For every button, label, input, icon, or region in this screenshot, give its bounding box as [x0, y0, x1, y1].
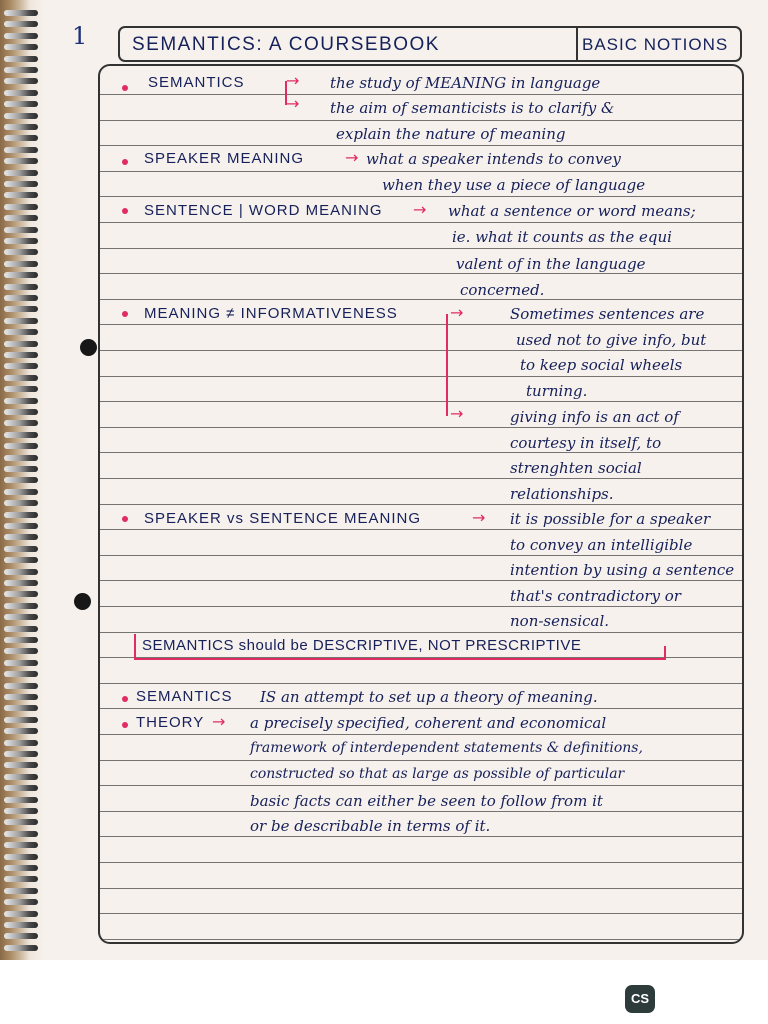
- definition-text: used not to give info, but: [516, 331, 707, 349]
- definition-text: the study of MEANING in language: [330, 74, 601, 92]
- punch-hole: [74, 593, 91, 610]
- spiral-coil: [4, 181, 38, 187]
- arrow-icon: →: [286, 71, 300, 90]
- ruled-line: [100, 452, 742, 453]
- definition-text: or be describable in terms of it.: [250, 817, 491, 835]
- ruled-line: [100, 196, 742, 197]
- bullet: [122, 696, 128, 702]
- spiral-coil: [4, 341, 38, 347]
- ruled-line: [100, 760, 742, 761]
- note-frame-left: [134, 634, 136, 660]
- entry-term: SEMANTICS: [148, 74, 245, 91]
- bullet: [122, 208, 128, 214]
- entry-term: SPEAKER MEANING: [144, 150, 305, 167]
- spiral-coil: [4, 272, 38, 278]
- arrow-icon: →: [212, 712, 226, 731]
- definition-text: to keep social wheels: [520, 356, 683, 374]
- spiral-coil: [4, 489, 38, 495]
- spiral-coil: [4, 306, 38, 312]
- ruled-line: [100, 862, 742, 863]
- spiral-coil: [4, 557, 38, 563]
- note-underline: [134, 658, 666, 660]
- spiral-coil: [4, 101, 38, 107]
- punch-hole: [80, 339, 97, 356]
- spiral-coil: [4, 455, 38, 461]
- descriptive-note: SEMANTICS should be DESCRIPTIVE, NOT PRESCRIPTIVE: [142, 637, 582, 654]
- spiral-coil: [4, 56, 38, 62]
- spiral-coil: [4, 192, 38, 198]
- camscanner-logo: CS: [625, 985, 655, 1013]
- spiral-coil: [4, 135, 38, 141]
- ruled-line: [100, 324, 742, 325]
- ruled-line: [100, 580, 742, 581]
- spiral-coil: [4, 933, 38, 939]
- spiral-coil: [4, 591, 38, 597]
- spiral-coil: [4, 204, 38, 210]
- ruled-line: [100, 478, 742, 479]
- entry-term: MEANING ≠ INFORMATIVENESS: [144, 305, 398, 322]
- spiral-coil: [4, 614, 38, 620]
- definition-text: to convey an intelligible: [510, 536, 693, 554]
- arrow-icon: →: [450, 303, 464, 322]
- definition-text: intention by using a sentence: [510, 561, 735, 579]
- ruled-line: [100, 811, 742, 812]
- ruled-line: [100, 273, 742, 274]
- entry-term: SPEAKER vs SENTENCE MEANING: [144, 510, 422, 527]
- spiral-coil: [4, 523, 38, 529]
- spiral-coil: [4, 717, 38, 723]
- spiral-coil: [4, 762, 38, 768]
- spiral-coil: [4, 249, 38, 255]
- spiral-coil: [4, 569, 38, 575]
- ruled-line: [100, 606, 742, 607]
- spiral-coil: [4, 705, 38, 711]
- ruled-line: [100, 222, 742, 223]
- ruled-line: [100, 401, 742, 402]
- header-divider: [576, 28, 578, 60]
- spiral-coil: [4, 352, 38, 358]
- spiral-coil: [4, 728, 38, 734]
- spiral-coil: [4, 546, 38, 552]
- ruled-line: [100, 504, 742, 505]
- bullet: [122, 516, 128, 522]
- arrow-icon: →: [450, 404, 464, 423]
- entry-term: SENTENCE | WORD MEANING: [144, 202, 383, 219]
- definition-text: strenghten social: [510, 459, 642, 477]
- spiral-coil: [4, 911, 38, 917]
- entry-term: THEORY: [136, 714, 205, 731]
- definition-text: that's contradictory or: [510, 587, 681, 605]
- definition-text: relationships.: [510, 485, 614, 503]
- bullet: [122, 722, 128, 728]
- spiral-coil: [4, 637, 38, 643]
- spiral-coil: [4, 67, 38, 73]
- spiral-coil: [4, 420, 38, 426]
- spiral-coil: [4, 261, 38, 267]
- spiral-coil: [4, 671, 38, 677]
- definition-text: when they use a piece of language: [382, 176, 646, 194]
- spiral-coil: [4, 648, 38, 654]
- ruled-line: [100, 120, 742, 121]
- spiral-coil: [4, 443, 38, 449]
- spiral-coil: [4, 318, 38, 324]
- spiral-coil: [4, 33, 38, 39]
- ruled-line: [100, 248, 742, 249]
- arrow-icon: →: [345, 148, 359, 167]
- spiral-coil: [4, 170, 38, 176]
- ruled-line: [100, 171, 742, 172]
- spiral-coil: [4, 888, 38, 894]
- bullet: [122, 85, 128, 91]
- spiral-coil: [4, 626, 38, 632]
- branch-line: [446, 314, 448, 416]
- spiral-coil: [4, 899, 38, 905]
- spiral-coil: [4, 44, 38, 50]
- bullet: [122, 311, 128, 317]
- definition-text: explain the nature of meaning: [336, 125, 566, 143]
- header-box: [118, 26, 742, 62]
- definition-text: ie. what it counts as the equi: [452, 228, 672, 246]
- spiral-coil: [4, 409, 38, 415]
- spiral-coil: [4, 113, 38, 119]
- definition-text: what a speaker intends to convey: [366, 150, 621, 168]
- entry-term: SEMANTICS: [136, 688, 233, 705]
- definition-text: framework of interdependent statements & definitions,: [250, 740, 643, 756]
- ruled-line: [100, 708, 742, 709]
- spiral-coil: [4, 398, 38, 404]
- ruled-line: [100, 836, 742, 837]
- spiral-coil: [4, 227, 38, 233]
- spiral-coil: [4, 751, 38, 757]
- spiral-coil: [4, 363, 38, 369]
- spiral-coil: [4, 842, 38, 848]
- page-title: SEMANTICS: A COURSEBOOK: [132, 34, 440, 55]
- definition-text: it is possible for a speaker: [510, 510, 711, 528]
- ruled-line: [100, 145, 742, 146]
- spiral-coil: [4, 819, 38, 825]
- spiral-coil: [4, 466, 38, 472]
- ruled-line: [100, 94, 742, 95]
- ruled-line: [100, 734, 742, 735]
- spiral-coil: [4, 21, 38, 27]
- spiral-coil: [4, 660, 38, 666]
- spiral-coil: [4, 808, 38, 814]
- definition-text: giving info is an act of: [510, 408, 679, 426]
- spiral-coil: [4, 740, 38, 746]
- spiral-coil: [4, 238, 38, 244]
- definition-text: IS an attempt to set up a theory of meaning.: [260, 688, 598, 706]
- spiral-coil: [4, 90, 38, 96]
- spiral-coil: [4, 477, 38, 483]
- spiral-coil: [4, 831, 38, 837]
- definition-text: valent of in the language: [456, 255, 646, 273]
- spiral-coil: [4, 683, 38, 689]
- ruled-line: [100, 785, 742, 786]
- definition-text: courtesy in itself, to: [510, 434, 662, 452]
- spiral-coil: [4, 534, 38, 540]
- ruled-line: [100, 555, 742, 556]
- spiral-coil: [4, 603, 38, 609]
- spiral-coil: [4, 215, 38, 221]
- page-number: 1: [72, 22, 88, 50]
- spiral-coil: [4, 580, 38, 586]
- ruled-line: [100, 299, 742, 300]
- spiral-coil: [4, 329, 38, 335]
- definition-text: Sometimes sentences are: [510, 305, 705, 323]
- spiral-coil: [4, 797, 38, 803]
- definition-text: what a sentence or word means;: [448, 202, 696, 220]
- ruled-line: [100, 376, 742, 377]
- spiral-coil: [4, 512, 38, 518]
- spiral-coil: [4, 785, 38, 791]
- spiral-coil: [4, 375, 38, 381]
- ruled-line: [100, 350, 742, 351]
- bullet: [122, 159, 128, 165]
- spiral-coil: [4, 922, 38, 928]
- definition-text: turning.: [526, 382, 588, 400]
- notes-box: [98, 64, 744, 944]
- ruled-line: [100, 913, 742, 914]
- spiral-coil: [4, 694, 38, 700]
- ruled-line: [100, 683, 742, 684]
- spiral-coil: [4, 147, 38, 153]
- definition-text: concerned.: [460, 281, 545, 299]
- definition-text: a precisely specified, coherent and economical: [250, 714, 607, 732]
- spiral-binding: [0, 0, 44, 960]
- spiral-coil: [4, 295, 38, 301]
- arrow-icon: →: [413, 200, 427, 219]
- ruled-line: [100, 529, 742, 530]
- spiral-coil: [4, 876, 38, 882]
- arrow-icon: →: [472, 508, 486, 527]
- spiral-coil: [4, 124, 38, 130]
- definition-text: basic facts can either be seen to follow from it: [250, 792, 603, 810]
- spiral-coil: [4, 10, 38, 16]
- spiral-coil: [4, 432, 38, 438]
- spiral-coil: [4, 854, 38, 860]
- spiral-coil: [4, 78, 38, 84]
- spiral-coil: [4, 945, 38, 951]
- ruled-line: [100, 939, 742, 940]
- spiral-coil: [4, 158, 38, 164]
- spiral-coil: [4, 774, 38, 780]
- definition-text: constructed so that as large as possible of particular: [250, 766, 625, 782]
- note-frame-right: [664, 646, 666, 660]
- ruled-line: [100, 427, 742, 428]
- arrow-icon: →: [286, 94, 300, 113]
- spiral-coil: [4, 865, 38, 871]
- definition-text: the aim of semanticists is to clarify &: [330, 99, 615, 117]
- ruled-line: [100, 632, 742, 633]
- spiral-coil: [4, 284, 38, 290]
- ruled-line: [100, 888, 742, 889]
- spiral-coil: [4, 500, 38, 506]
- spiral-coil: [4, 386, 38, 392]
- section-label: BASIC NOTIONS: [582, 35, 729, 54]
- definition-text: non-sensical.: [510, 612, 610, 630]
